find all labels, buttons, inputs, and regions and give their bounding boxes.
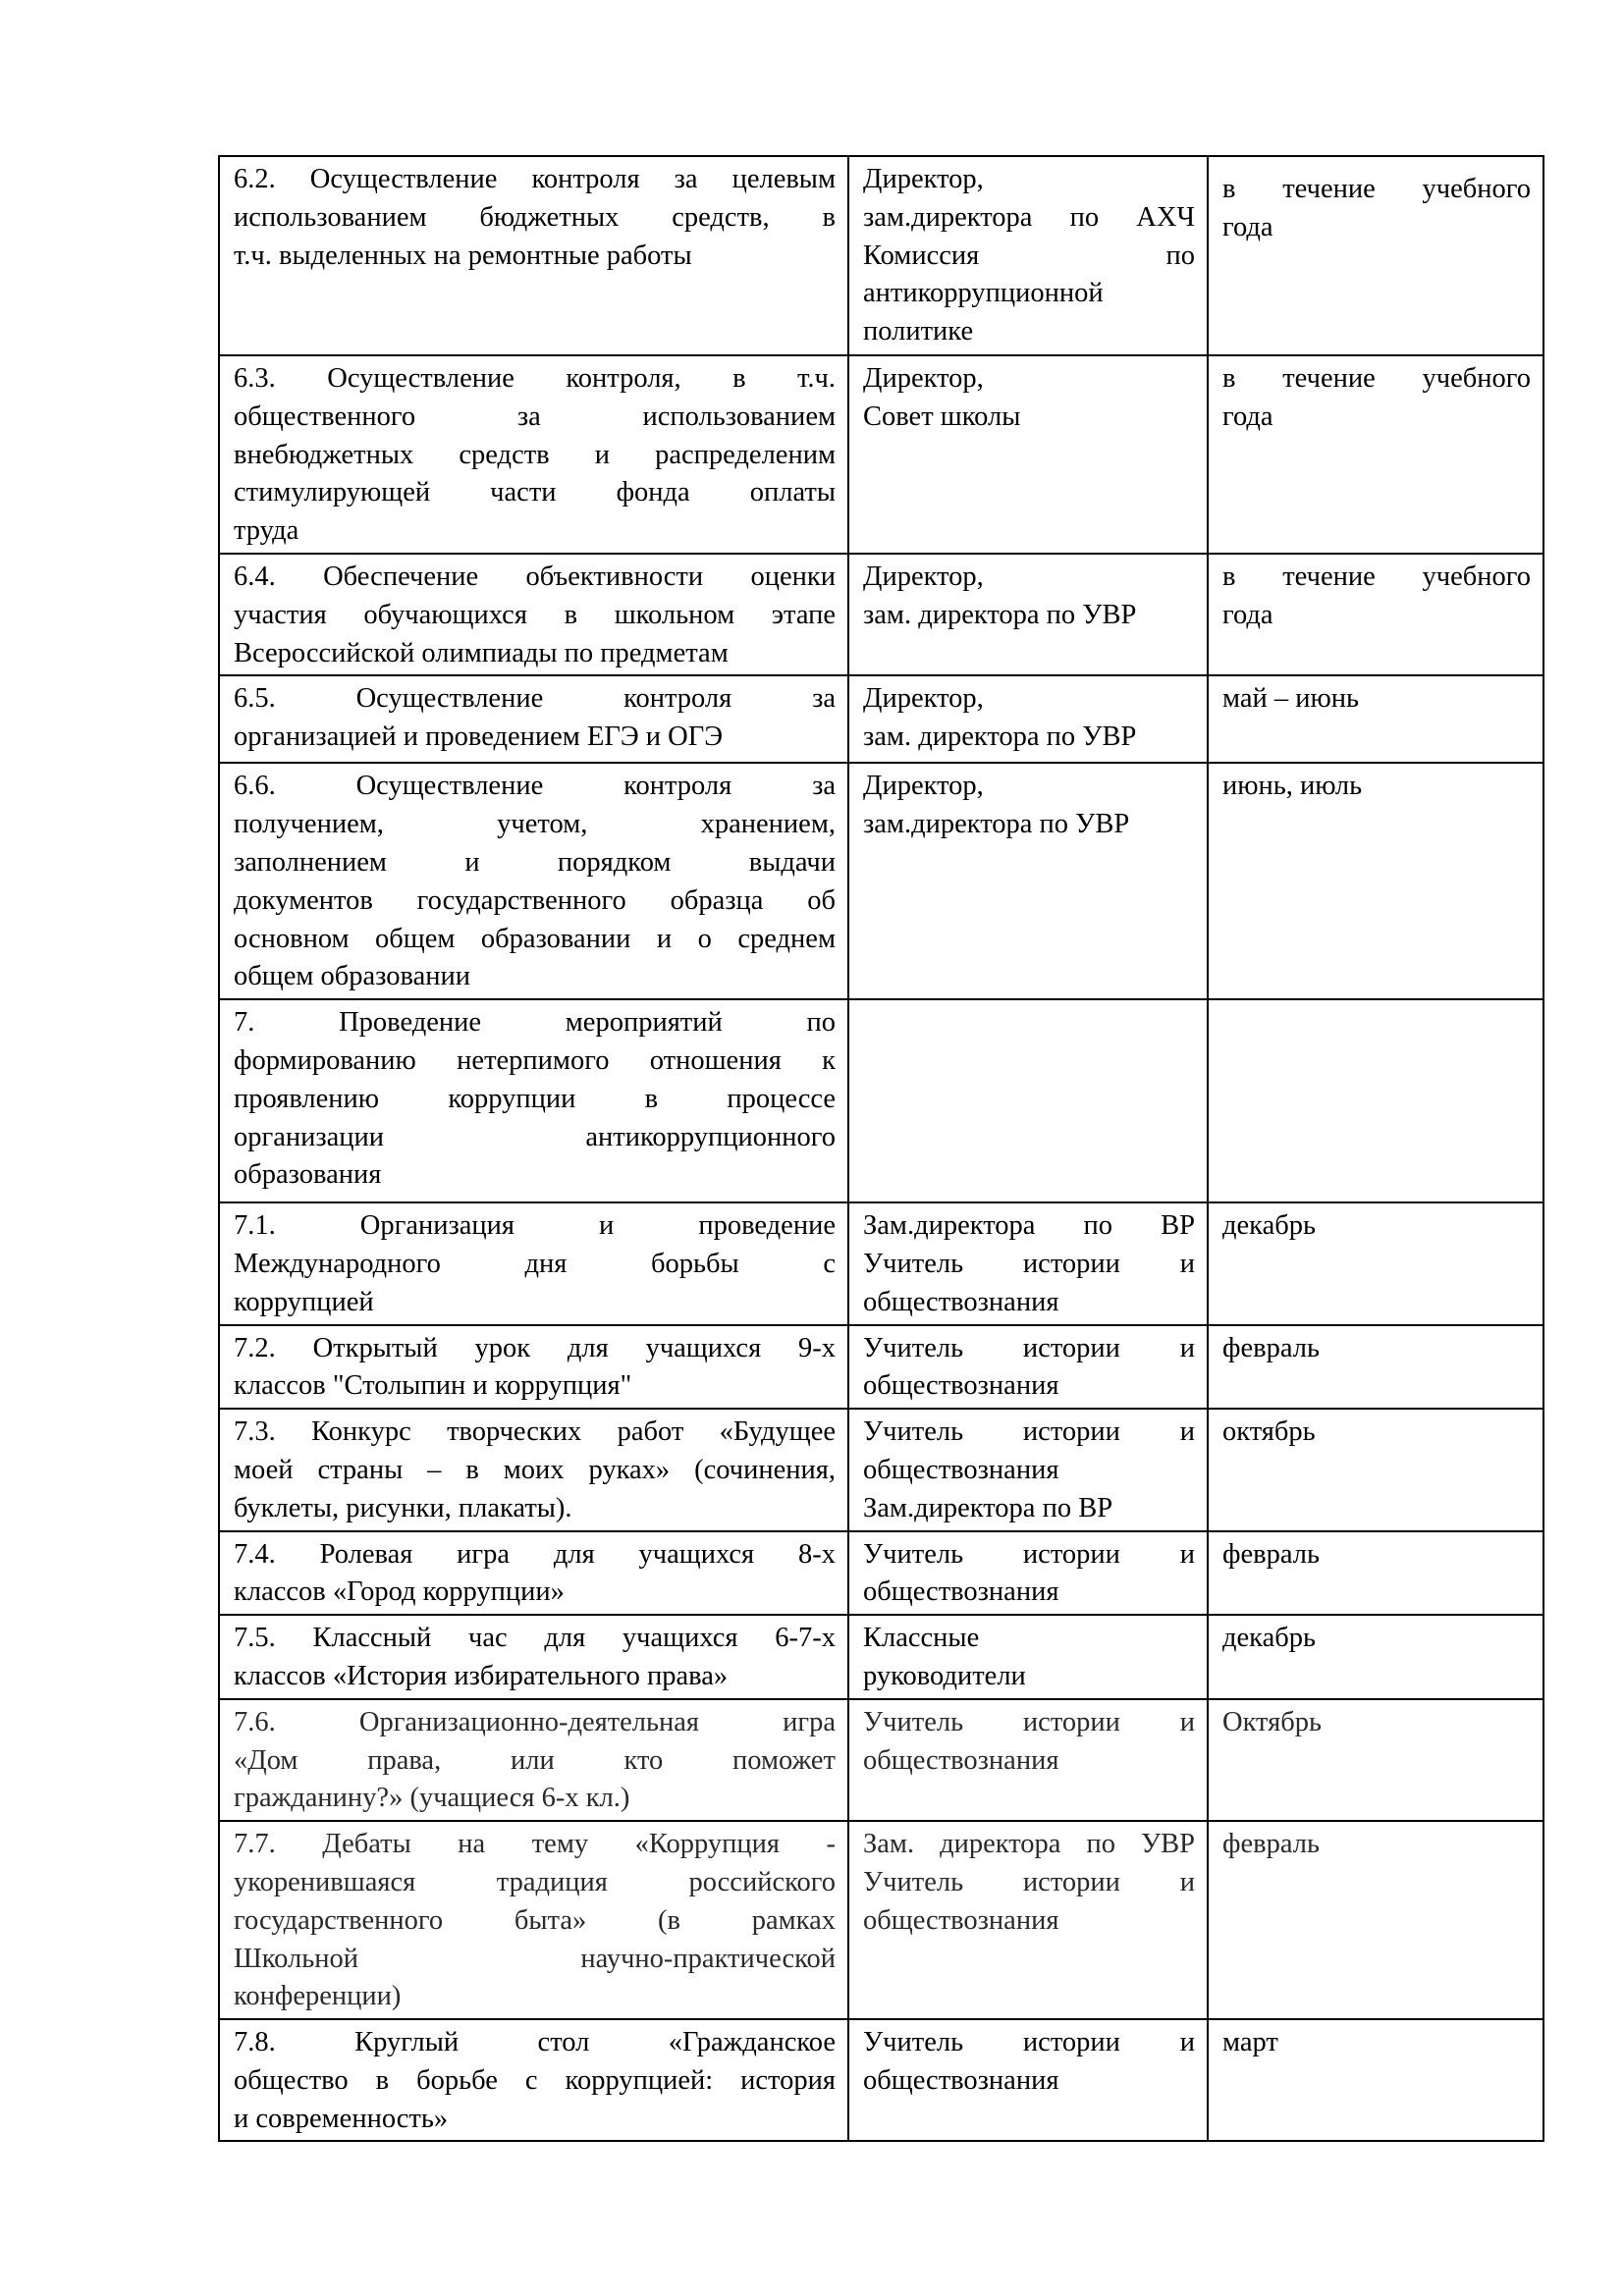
- deadline-text-line: года: [1222, 400, 1273, 432]
- activity-text-line: 6.6. Осуществление контроля за: [234, 771, 836, 802]
- table-body: [219, 156, 1543, 2141]
- activity-text-line: классов «История избирательного права»: [234, 1660, 729, 1691]
- cell-deadline: [1208, 1202, 1543, 1324]
- cell-responsible: [848, 156, 1208, 355]
- cell-deadline: [1208, 1615, 1543, 1699]
- activity-text-line: использованием бюджетных средств, в: [234, 201, 836, 233]
- cell-activity: [219, 763, 848, 999]
- table-row: [219, 675, 1543, 763]
- cell-responsible: [848, 1615, 1208, 1699]
- activity-text-line: укоренившаяся традиция российского: [234, 1866, 836, 1897]
- cell-activity: [219, 1615, 848, 1699]
- responsible-text-line: зам.директора по АХЧ: [863, 201, 1195, 233]
- activity-text-line: 7.4. Ролевая игра для учащихся 8-х: [234, 1538, 836, 1570]
- responsible-text-line: политике: [863, 316, 974, 347]
- cell-activity: [219, 2019, 848, 2141]
- responsible-text-line: Учитель истории и: [863, 1332, 1195, 1363]
- cell-responsible: [848, 1325, 1208, 1410]
- responsible-text-line: Директор,: [863, 683, 984, 715]
- deadline-text-line: декабрь: [1222, 1623, 1316, 1654]
- table-row: [219, 1821, 1543, 2019]
- responsible-text-line: Зам. директора по УВР: [863, 1829, 1195, 1860]
- document-page: [218, 155, 1544, 2142]
- activity-text-line: 7.1. Организация и проведение: [234, 1210, 836, 1242]
- activity-text-line: организацией и проведением ЕГЭ и ОГЭ: [234, 721, 724, 753]
- deadline-text-line: в течение учебного: [1222, 174, 1531, 204]
- cell-responsible: [848, 1409, 1208, 1530]
- activity-text-line: коррупцией: [234, 1286, 374, 1317]
- activity-text-line: образования: [234, 1159, 382, 1191]
- deadline-text-line: февраль: [1222, 1332, 1320, 1363]
- responsible-text-line: Директор,: [863, 771, 984, 802]
- cell-deadline: [1208, 763, 1543, 999]
- activity-text-line: 6.5. Осуществление контроля за: [234, 683, 836, 715]
- activity-text-line: 6.3. Осуществление контроля, в т.ч.: [234, 363, 836, 394]
- table-row: [219, 999, 1543, 1202]
- activity-text-line: организации антикоррупционного: [234, 1121, 836, 1152]
- responsible-text-line: зам.директора по УВР: [863, 809, 1130, 840]
- cell-deadline: [1208, 999, 1543, 1202]
- activity-text-line: Международного дня борьбы с: [234, 1248, 836, 1279]
- responsible-text-line: Учитель истории и: [863, 1538, 1195, 1570]
- cell-activity: [219, 1699, 848, 1821]
- responsible-text-line: обществознания: [863, 1904, 1059, 1936]
- activity-text-line: 6.2. Осуществление контроля за целевым: [234, 164, 836, 194]
- cell-activity: [219, 554, 848, 675]
- responsible-text-line: Директор,: [863, 561, 984, 592]
- deadline-text-line: декабрь: [1222, 1210, 1316, 1242]
- activity-text-line: общественного за использованием: [234, 400, 836, 432]
- activity-text-line: формированию нетерпимого отношения к: [234, 1044, 836, 1076]
- table-row: [219, 355, 1543, 554]
- responsible-text-line: Учитель истории и: [863, 1416, 1195, 1448]
- cell-deadline: [1208, 355, 1543, 554]
- activity-text-line: «Дом права, или кто поможет: [234, 1744, 836, 1776]
- activity-text-line: т.ч. выделенных на ремонтные работы: [234, 240, 692, 271]
- activity-text-line: труда: [234, 515, 299, 547]
- cell-responsible: [848, 2019, 1208, 2141]
- activity-text-line: и современность»: [234, 2103, 449, 2134]
- deadline-text-line: Октябрь: [1222, 1706, 1322, 1737]
- responsible-text-line: Директор,: [863, 164, 984, 194]
- responsible-text-line: Учитель истории и: [863, 1706, 1195, 1737]
- table-row: [219, 1615, 1543, 1699]
- cell-activity: [219, 1202, 848, 1324]
- responsible-text-line: обществознания: [863, 1576, 1059, 1608]
- deadline-text-line: в течение учебного: [1222, 561, 1531, 592]
- activity-text-line: 7.8. Круглый стол «Гражданское: [234, 2027, 836, 2058]
- deadline-text-line: май – июнь: [1222, 683, 1360, 715]
- responsible-text-line: Классные: [863, 1623, 980, 1654]
- cell-deadline: [1208, 1325, 1543, 1410]
- activity-text-line: общем образовании: [234, 961, 470, 992]
- deadline-text-line: март: [1222, 2027, 1278, 2058]
- table-row: [219, 1531, 1543, 1616]
- activity-text-line: 7.6. Организационно-деятельная игра: [234, 1706, 836, 1737]
- responsible-text-line: зам. директора по УВР: [863, 599, 1137, 630]
- activity-text-line: получением, учетом, хранением,: [234, 809, 836, 840]
- activity-text-line: классов «Город коррупции»: [234, 1576, 565, 1608]
- cell-deadline: [1208, 156, 1543, 355]
- cell-responsible: [848, 1531, 1208, 1616]
- cell-responsible: [848, 999, 1208, 1202]
- responsible-text-line: обществознания: [863, 1744, 1059, 1776]
- cell-deadline: [1208, 1531, 1543, 1616]
- cell-responsible: [848, 355, 1208, 554]
- activity-text-line: заполнением и порядком выдачи: [234, 846, 836, 878]
- responsible-text-line: обществознания: [863, 1454, 1059, 1485]
- activity-text-line: конференции): [234, 1981, 402, 2012]
- activity-text-line: стимулирующей части фонда оплаты: [234, 477, 836, 508]
- responsible-text-line: Учитель истории и: [863, 1866, 1195, 1897]
- cell-deadline: [1208, 1821, 1543, 2019]
- responsible-text-line: обществознания: [863, 1370, 1059, 1402]
- activity-text-line: гражданину?» (учащиеся 6-х кл.): [234, 1783, 630, 1814]
- table-row: [219, 1409, 1543, 1530]
- cell-activity: [219, 1325, 848, 1410]
- responsible-text-line: Совет школы: [863, 400, 1021, 432]
- activity-text-line: моей страны – в моих руках» (сочинения,: [234, 1454, 836, 1485]
- table-row: [219, 1325, 1543, 1410]
- responsible-text-line: зам. директора по УВР: [863, 721, 1137, 753]
- cell-deadline: [1208, 554, 1543, 675]
- deadline-text-line: октябрь: [1222, 1416, 1316, 1448]
- responsible-text-line: Учитель истории и: [863, 2027, 1195, 2058]
- cell-deadline: [1208, 675, 1543, 763]
- cell-deadline: [1208, 1409, 1543, 1530]
- deadline-text-line: июнь, июль: [1222, 771, 1363, 802]
- cell-responsible: [848, 675, 1208, 763]
- responsible-text-line: Зам.директора по ВР: [863, 1492, 1113, 1523]
- responsible-text-line: обществознания: [863, 2064, 1059, 2096]
- deadline-text-line: в течение учебного: [1222, 363, 1531, 394]
- activity-text-line: документов государственного образца об: [234, 884, 836, 916]
- activity-text-line: буклеты, рисунки, плакаты).: [234, 1492, 572, 1523]
- cell-deadline: [1208, 1699, 1543, 1821]
- activity-text-line: Всероссийской олимпиады по предметам: [234, 637, 729, 668]
- activity-text-line: 7.7. Дебаты на тему «Коррупция -: [234, 1829, 836, 1860]
- activity-text-line: проявлению коррупции в процессе: [234, 1083, 836, 1114]
- activity-text-line: внебюджетных средств и распределеним: [234, 439, 836, 470]
- table-row: [219, 763, 1543, 999]
- responsible-text-line: антикоррупционной: [863, 278, 1104, 309]
- cell-responsible: [848, 763, 1208, 999]
- cell-activity: [219, 1531, 848, 1616]
- table-row: [219, 554, 1543, 675]
- cell-activity: [219, 999, 848, 1202]
- cell-activity: [219, 1821, 848, 2019]
- responsible-text-line: Учитель истории и: [863, 1248, 1195, 1279]
- deadline-text-line: года: [1222, 599, 1273, 630]
- cell-activity: [219, 675, 848, 763]
- cell-responsible: [848, 1202, 1208, 1324]
- activity-text-line: государственного быта» (в рамках: [234, 1904, 836, 1936]
- deadline-text-line: февраль: [1222, 1829, 1320, 1860]
- activity-text-line: участия обучающихся в школьном этапе: [234, 599, 836, 630]
- deadline-text-line: года: [1222, 211, 1273, 242]
- activity-text-line: 6.4. Обеспечение объективности оценки: [234, 561, 836, 592]
- cell-deadline: [1208, 2019, 1543, 2141]
- cell-responsible: [848, 554, 1208, 675]
- activity-text-line: основном общем образовании и о среднем: [234, 923, 836, 954]
- deadline-text-line: февраль: [1222, 1538, 1320, 1570]
- activity-text-line: Школьной научно-практической: [234, 1943, 836, 1974]
- cell-activity: [219, 1409, 848, 1530]
- responsible-text-line: обществознания: [863, 1286, 1059, 1317]
- cell-responsible: [848, 1821, 1208, 2019]
- responsible-text-line: Зам.директора по ВР: [863, 1210, 1195, 1242]
- activity-text-line: общество в борьбе с коррупцией: история: [234, 2064, 836, 2096]
- table-row: [219, 1699, 1543, 1821]
- cell-responsible: [848, 1699, 1208, 1821]
- table-row: [219, 156, 1543, 355]
- table-row: [219, 1202, 1543, 1324]
- activity-text-line: 7. Проведение мероприятий по: [234, 1007, 836, 1039]
- responsible-text-line: Директор,: [863, 363, 984, 394]
- activity-text-line: 7.3. Конкурс творческих работ «Будущее: [234, 1416, 836, 1448]
- cell-activity: [219, 355, 848, 554]
- activity-text-line: 7.5. Классный час для учащихся 6-7-х: [234, 1623, 836, 1654]
- anticorruption-plan-table: [218, 155, 1544, 2142]
- responsible-text-line: руководители: [863, 1660, 1026, 1691]
- table-row: [219, 2019, 1543, 2141]
- responsible-text-line: Комиссия по: [863, 240, 1195, 271]
- activity-text-line: 7.2. Открытый урок для учащихся 9-х: [234, 1332, 836, 1363]
- activity-text-line: классов "Столыпин и коррупция": [234, 1370, 632, 1402]
- cell-activity: [219, 156, 848, 355]
